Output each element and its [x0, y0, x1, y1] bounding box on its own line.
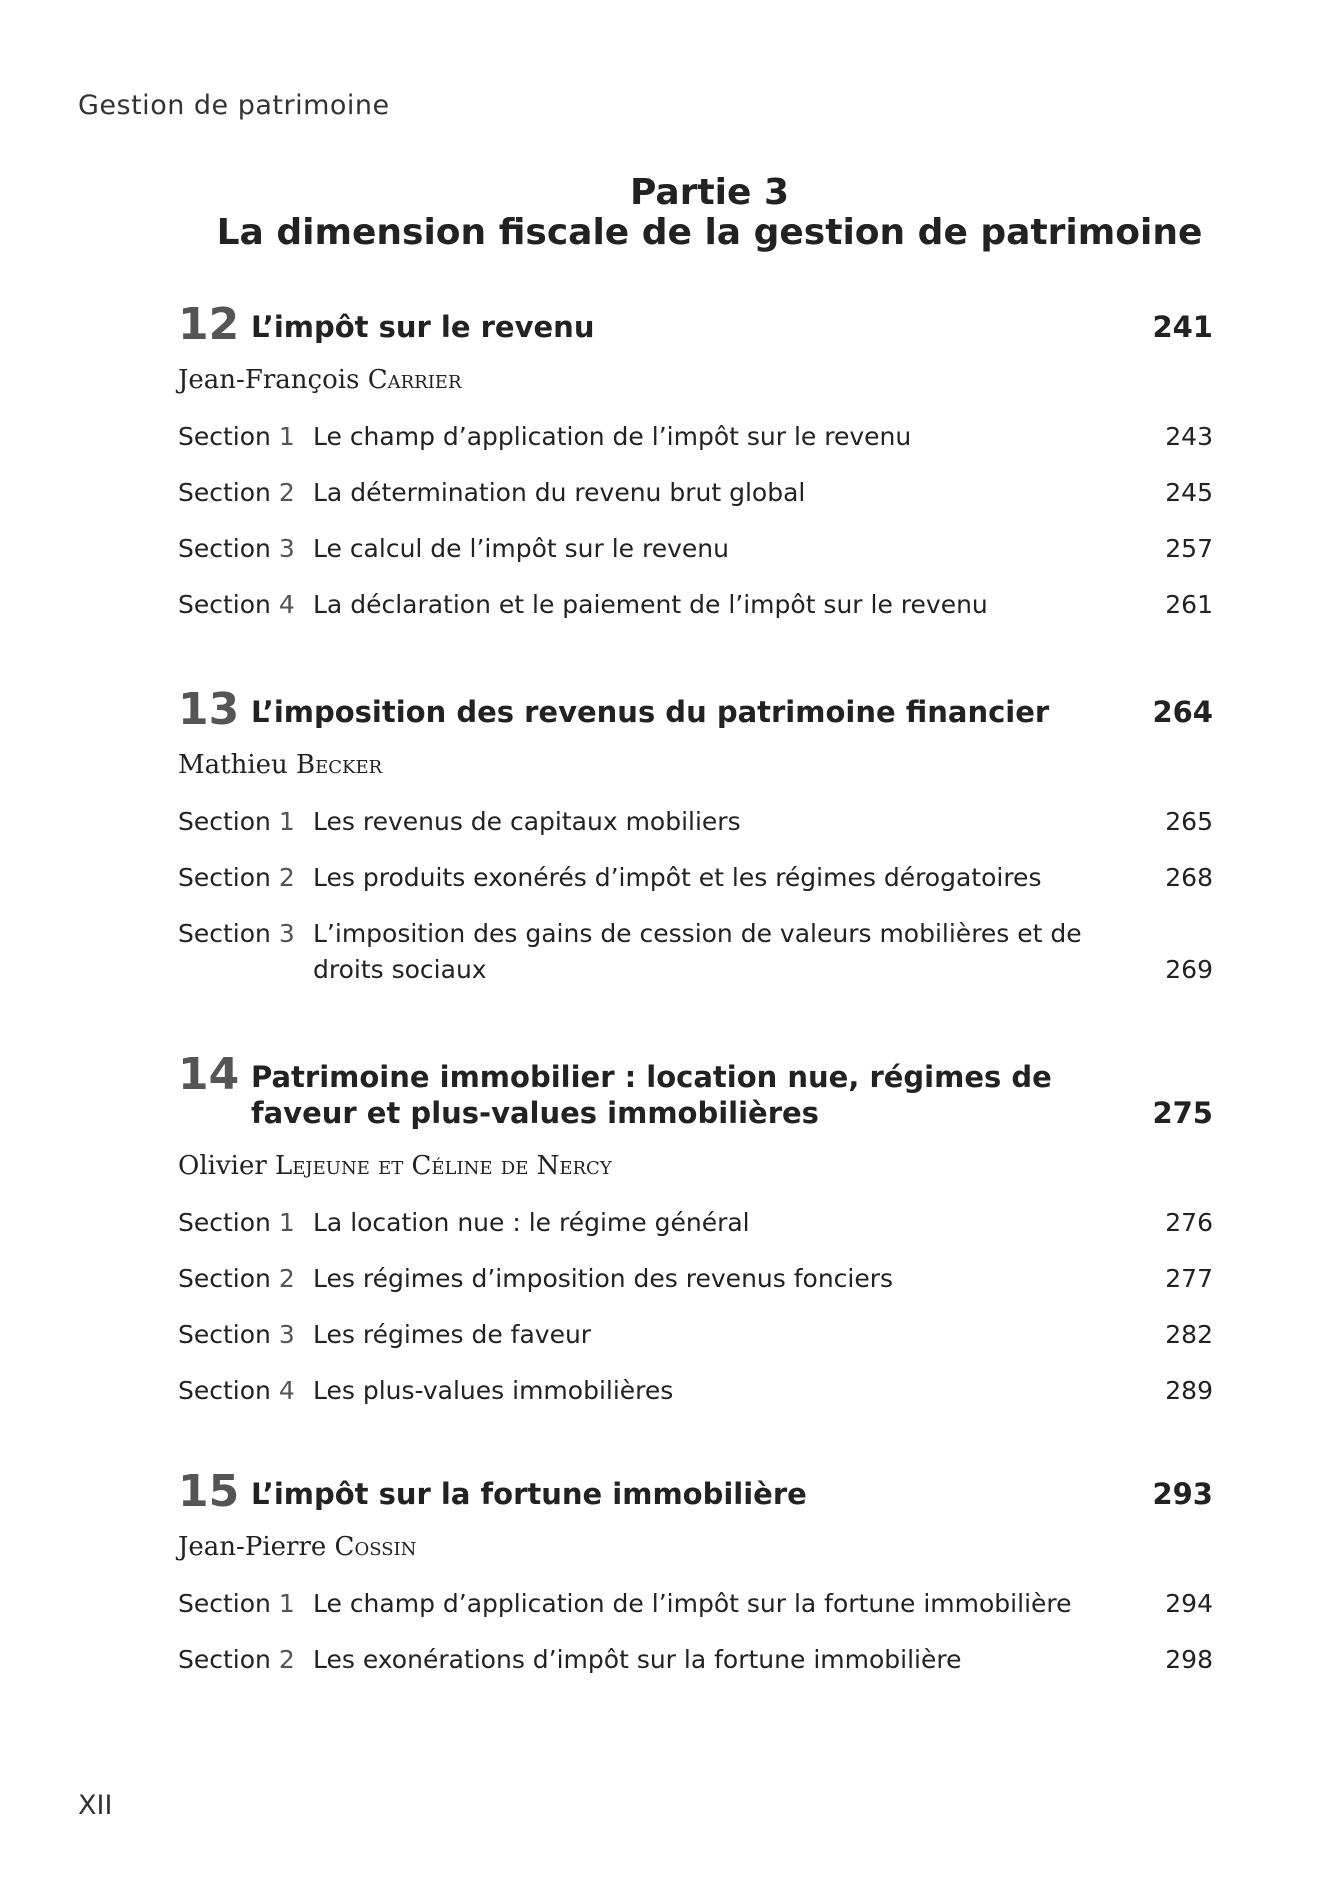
- chapter-number: 14: [178, 1049, 240, 1100]
- author-family-name: Lejeune et Céline de Nercy: [275, 1151, 612, 1181]
- chapter-page-number: 264: [1152, 695, 1213, 729]
- chapter-heading: [178, 299, 1213, 353]
- chapter-page-number: 241: [1152, 310, 1213, 344]
- section-page-number: 276: [1165, 1208, 1213, 1237]
- section-title: Les produits exonérés d’impôt et les régimes dérogatoires: [313, 863, 1042, 892]
- chapter-heading: [178, 684, 1213, 738]
- chapter-13: [178, 684, 1213, 984]
- section-label: Section 4: [178, 590, 295, 619]
- author-family-name: Cossin: [334, 1532, 417, 1562]
- chapter-author: [178, 365, 462, 395]
- section-page-number: 282: [1165, 1320, 1213, 1349]
- chapter-number: 12: [178, 299, 240, 350]
- section-label: Section 2: [178, 863, 295, 892]
- section-page-number: 243: [1165, 422, 1213, 451]
- section-title: Les exonérations d’impôt sur la fortune immobilière: [313, 1645, 962, 1674]
- section-page-number: 265: [1165, 807, 1213, 836]
- section-title: L’imposition des gains de cession de valeurs mobilières et de droits sociaux: [313, 919, 1082, 984]
- section-label: Section 1: [178, 807, 295, 836]
- chapter-14: [178, 1049, 1213, 1405]
- section-page-number: 257: [1165, 534, 1213, 563]
- chapter-author: [178, 1532, 416, 1562]
- section-label: Section 1: [178, 422, 295, 451]
- section-label: Section 3: [178, 919, 295, 948]
- section-label: Section 2: [178, 1645, 295, 1674]
- section-label: Section 1: [178, 1208, 295, 1237]
- section-label: Section 3: [178, 534, 295, 563]
- chapter-author: [178, 1151, 612, 1181]
- author-given-name: Jean-Pierre: [178, 1532, 327, 1562]
- chapter-12: [178, 299, 1213, 619]
- section-title: Les régimes d’imposition des revenus fonciers: [313, 1264, 894, 1293]
- chapter-title: L’impôt sur le revenu: [251, 310, 595, 344]
- chapter-title: L’impôt sur la fortune immobilière: [251, 1477, 807, 1511]
- section-title: Le calcul de l’impôt sur le revenu: [313, 534, 729, 563]
- section-label: Section 3: [178, 1320, 295, 1349]
- chapter-title: L’imposition des revenus du patrimoine financier: [251, 695, 1050, 729]
- section-title: La déclaration et le paiement de l’impôt sur le revenu: [313, 590, 988, 619]
- chapter-title: Patrimoine immobilier : location nue, régimes de faveur et plus-values immobilières: [251, 1060, 1052, 1130]
- section-label: Section 4: [178, 1376, 295, 1405]
- chapter-page-number: 275: [1152, 1096, 1213, 1130]
- section-page-number: 294: [1165, 1589, 1213, 1618]
- part-label: Partie 3: [629, 172, 789, 213]
- section-page-number: 269: [1165, 955, 1213, 984]
- section-title: Les revenus de capitaux mobiliers: [313, 807, 741, 836]
- author-family-name: Becker: [296, 750, 383, 780]
- section-label: Section 2: [178, 1264, 295, 1293]
- section-page-number: 289: [1165, 1376, 1213, 1405]
- section-label: Section 2: [178, 478, 295, 507]
- author-given-name: Jean-François: [178, 365, 360, 395]
- section-title: Les régimes de faveur: [313, 1320, 592, 1349]
- running-header: Gestion de patrimoine: [78, 90, 390, 121]
- chapter-page-number: 293: [1152, 1477, 1213, 1511]
- section-title: Les plus-values immobilières: [313, 1376, 674, 1405]
- section-page-number: 277: [1165, 1264, 1213, 1293]
- chapter-number: 15: [178, 1466, 240, 1517]
- section-page-number: 298: [1165, 1645, 1213, 1674]
- section-title: Le champ d’application de l’impôt sur la fortune immobilière: [313, 1589, 1072, 1618]
- author-family-name: Carrier: [367, 365, 462, 395]
- section-page-number: 245: [1165, 478, 1213, 507]
- chapter-heading: [178, 1466, 1213, 1520]
- chapter-number: 13: [178, 684, 240, 735]
- section-title: La détermination du revenu brut global: [313, 478, 806, 507]
- part-title: La dimension fiscale de la gestion de patrimoine: [216, 212, 1203, 253]
- chapter-author: [178, 750, 382, 780]
- author-given-name: Olivier: [178, 1151, 267, 1181]
- chapter-15: [178, 1466, 1213, 1674]
- chapter-heading: [178, 1049, 1213, 1139]
- section-page-number: 268: [1165, 863, 1213, 892]
- section-page-number: 261: [1165, 590, 1213, 619]
- section-label: Section 1: [178, 1589, 295, 1618]
- page-folio: XII: [78, 1790, 113, 1821]
- author-given-name: Mathieu: [178, 750, 288, 780]
- section-title: La location nue : le régime général: [313, 1208, 750, 1237]
- section-title: Le champ d’application de l’impôt sur le revenu: [313, 422, 912, 451]
